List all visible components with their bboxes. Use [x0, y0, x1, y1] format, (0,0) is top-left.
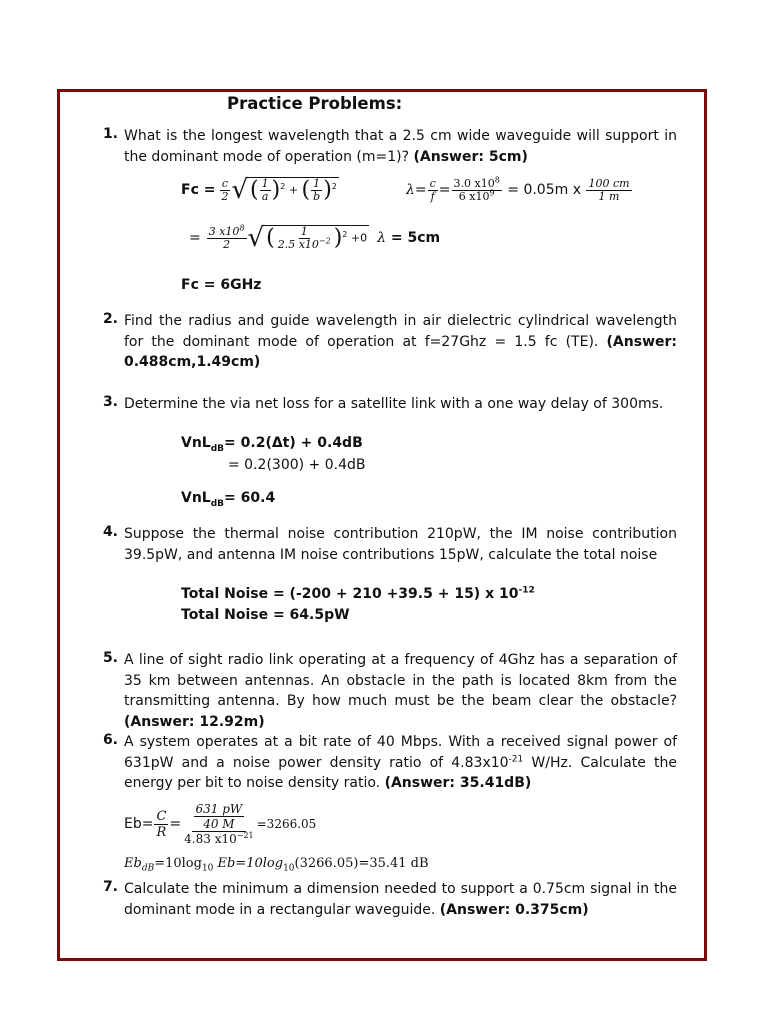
fc-radicand: ( $\frac{1}{a}$ )$^2$ + ( $\frac{1}{b}$ )$^2$	[250, 177, 337, 203]
page-title: Practice Problems:	[227, 94, 403, 113]
problem-2-answer: (Answer: 0.488cm,1.49cm)	[124, 333, 677, 370]
problem-2-text: Find the radius and guide wavelength in air dielectric cylindrical wavelength for the dominant mode of operation at f=27Ghz = 1.5 fc (TE). (Answer: 0.488cm,1.49cm)	[124, 313, 677, 370]
problem-7-text: Calculate the minimum a dimension needed to support a 0.75cm signal in the dominant mode in a rectangular waveguide. (Answer: 0.375cm)	[124, 881, 677, 918]
problem-1-number: 1.	[102, 126, 118, 142]
problem-1-question: What is the longest wavelength that a 2.5 cm wide waveguide will support in the dominant mode of operation (m=1)?	[124, 128, 677, 165]
problem-2-number: 2.	[102, 311, 118, 327]
problem-1-answer: (Answer: 5cm)	[413, 148, 528, 165]
problem-3-eq2: = 0.2(300) + 0.4dB	[228, 457, 366, 473]
problem-6-answer: (Answer: 35.41dB)	[384, 775, 532, 791]
problem-5-number: 5.	[102, 650, 118, 666]
problem-3-text: Determine the via net loss for a satellite link with a one way delay of 300ms.	[124, 396, 664, 412]
problem-1-lambda-equation: λ= $\frac{c}{f}$ = $\frac{3.0 x10^8}{6 x10^9}$ = 0.05m x $\frac{100 cm}{1 m}$	[406, 174, 630, 203]
problem-1-fc-equation: Fc = $\frac{c}{2}$ √ ( $\frac{1}{a}$ )$^2$ + ( $\frac{1}{b}$ )$^2$	[181, 175, 337, 205]
problem-3-eq1: VnL$_{dB}$= 0.2(Δt) + 0.4dB	[181, 435, 363, 454]
problem-1-text	[124, 126, 677, 167]
problem-6-number: 6.	[102, 732, 118, 748]
problem-5-answer: (Answer: 12.92m)	[124, 713, 265, 730]
problem-5-text: A line of sight radio link operating at a frequency of 4Ghz has a separation of 35 km between antennas. An obstacle in the path is located 8km from the transmitting antenna. By how much must be the beam clear the obstacle? (Answer: 12.92m)	[124, 652, 677, 730]
problem-3-number: 3.	[102, 394, 118, 410]
problem-4-eq1: Total Noise = (-200 + 210 +39.5 + 15) x $10^{-12}$	[181, 585, 535, 602]
problem-3-eq3: VnL$_{dB}$= 60.4	[181, 490, 276, 509]
problem-1-fc-substitution: = $\frac{3 x10^8}{2}$ √ ( $\frac{1}{2.5 x10^{-2}}$ )$^2$ +0 λ = 5cm	[189, 222, 441, 253]
fc-label: Fc =	[181, 182, 216, 198]
problem-4-eq2: Total Noise = 64.5pW	[181, 607, 350, 623]
problem-4-text: Suppose the thermal noise contribution 210pW, the IM noise contribution 39.5pW, and antenna IM noise contributions 15pW, calculate the total noise	[124, 526, 677, 563]
problem-6-eb-equation: Eb= $\frac{C}{R}$ = 631 pW 40 M 4.83 $x10^{-21}$ =3266.05	[124, 802, 317, 846]
problem-6-eb-db-equation: $Eb_{dB}=10\log_{10}$ $Eb=10\log_{10}(3266.05)=35.41$ dB	[124, 856, 429, 874]
problem-7-number: 7.	[102, 879, 118, 895]
problem-6-text: A system operates at a bit rate of 40 Mbps. With a received signal power of 631pW and a noise power density ratio of $4.83x10^{-21}$ W/Hz. Calculate the energy per bit to noise density ratio. (Answer: 35.41dB)	[124, 734, 677, 791]
problem-4-number: 4.	[102, 524, 118, 540]
problem-1-fc-result: Fc = 6GHz	[181, 277, 262, 293]
fc-c-over-2: $\frac{c}{2}$	[221, 176, 229, 203]
problem-7-answer: (Answer: 0.375cm)	[439, 901, 589, 918]
